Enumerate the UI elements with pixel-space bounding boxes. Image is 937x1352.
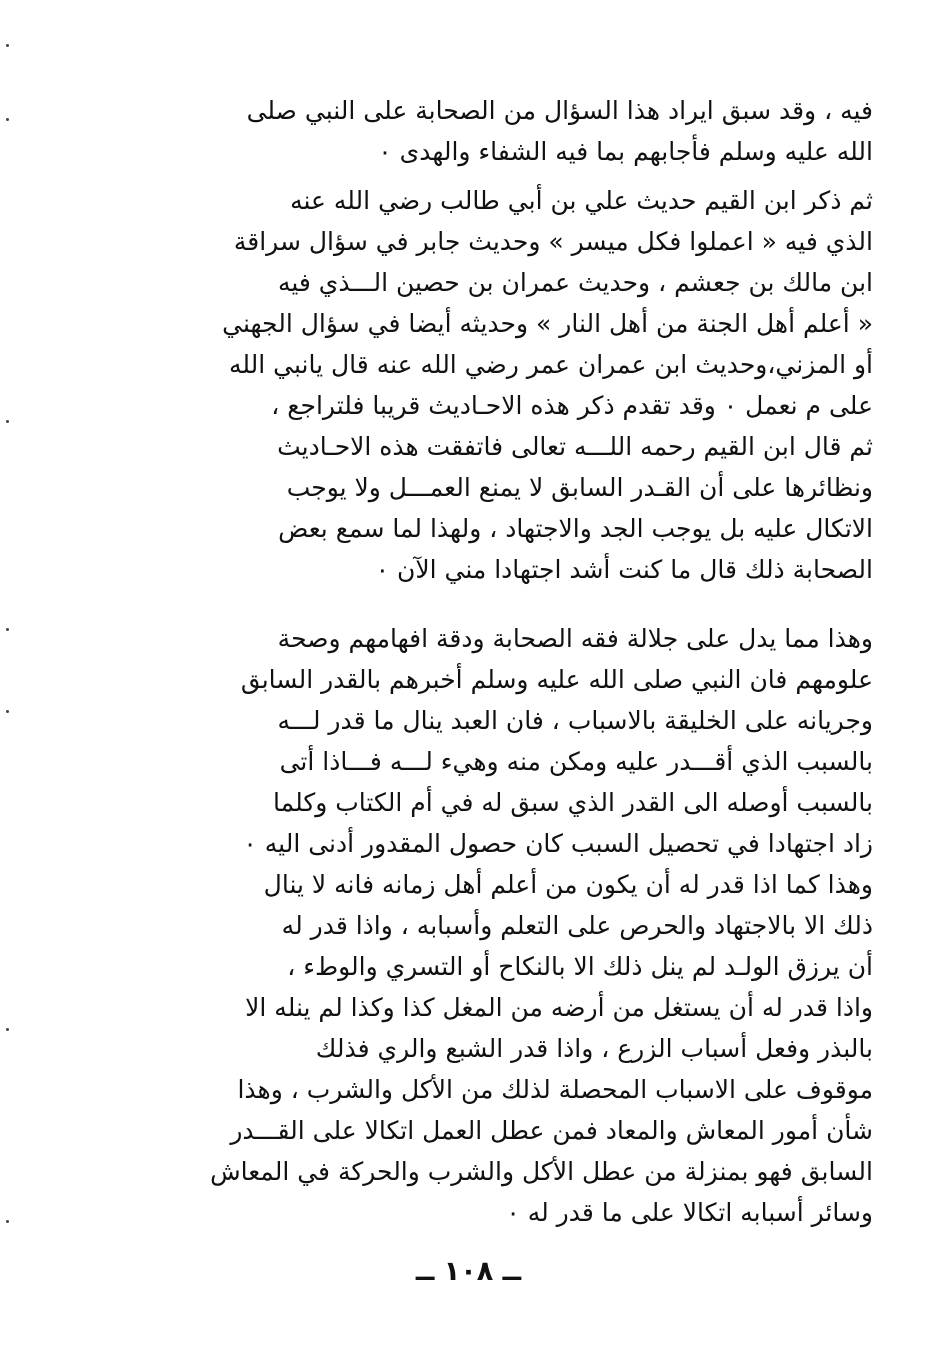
text-line: الله عليه وسلم فأجابهم بما فيه الشفاء والهدى ٠ <box>378 137 873 166</box>
margin-mark <box>6 710 9 713</box>
text-line: على م نعمل ٠ وقد تقدم ذكر هذه الاحـاديث قريبا فلتراجع ، <box>271 391 873 420</box>
text-line: وجريانه على الخليقة بالاسباب ، فان العبد ينال ما قدر لـــه <box>277 706 873 735</box>
text-line: الذي فيه « اعملوا فكل ميسر » وحديث جابر في سؤال سراقة <box>233 227 873 256</box>
paragraph-1 <box>118 90 873 172</box>
text-line: وهذا مما يدل على جلالة فقه الصحابة ودقة افهامهم وصحة <box>277 624 873 653</box>
text-line: موقوف على الاسباب المحصلة لذلك من الأكل والشرب ، وهذا <box>237 1075 873 1104</box>
text-line: الاتكال عليه بل يوجب الجد والاجتهاد ، ولهذا لما سمع بعض <box>278 514 873 543</box>
margin-mark <box>6 1028 9 1031</box>
paragraph-2 <box>118 180 873 590</box>
text-line: ثم قال ابن القيم رحمه اللـــه تعالى فاتفقت هذه الاحـاديث <box>277 432 873 461</box>
paragraph-3 <box>118 618 873 1233</box>
text-line: علومهم فان النبي صلى الله عليه وسلم أخبرهم بالقدر السابق <box>240 665 873 694</box>
text-line: فيه ، وقد سبق ايراد هذا السؤال من الصحابة على النبي صلى <box>246 96 873 125</box>
text-line: وهذا كما اذا قدر له أن يكون من أعلم أهل زمانه فانه لا ينال <box>263 870 873 899</box>
text-line: واذا قدر له أن يستغل من أرضه من المغل كذا وكذا لم ينله الا <box>245 993 873 1022</box>
text-line: بالبذر وفعل أسباب الزرع ، واذا قدر الشبع والري فذلك <box>315 1034 873 1063</box>
text-line: بالسبب الذي أقـــدر عليه ومكن منه وهيء لـــه فـــاذا أتى <box>279 747 873 776</box>
text-line: « أعلم أهل الجنة من أهل النار » وحديثه أيضا في سؤال الجهني <box>222 309 873 338</box>
text-line: الصحابة ذلك قال ما كنت أشد اجتهادا مني الآن ٠ <box>375 555 873 584</box>
text-line: ذلك الا بالاجتهاد والحرص على التعلم وأسبابه ، واذا قدر له <box>281 911 873 940</box>
margin-mark <box>6 1220 9 1223</box>
text-line: السابق فهو بمنزلة من عطل الأكل والشرب والحركة في المعاش <box>210 1157 873 1186</box>
text-line: ابن مالك بن جعشم ، وحديث عمران بن حصين الـــذي فيه <box>277 268 873 297</box>
margin-mark <box>6 44 9 47</box>
text-line: بالسبب أوصله الى القدر الذي سبق له في أم الكتاب وكلما <box>273 788 873 817</box>
text-line: شأن أمور المعاش والمعاد فمن عطل العمل اتكالا على القـــدر <box>230 1116 873 1145</box>
margin-mark <box>6 420 9 423</box>
text-line: وسائر أسبابه اتكالا على ما قدر له ٠ <box>506 1198 873 1227</box>
text-line: أو المزني،وحديث ابن عمران عمر رضي الله عنه قال يانبي الله <box>228 350 873 379</box>
text-line: ونظائرها على أن القـدر السابق لا يمنع العمـــل ولا يوجب <box>286 473 873 502</box>
page-number: ــ ١٠٨ ــ <box>415 1256 522 1287</box>
text-line: أن يرزق الولـد لم ينل ذلك الا بالنكاح أو التسري والوطء ، <box>287 952 873 981</box>
margin-mark <box>6 628 9 631</box>
text-line: زاد اجتهادا في تحصيل السبب كان حصول المقدور أدنى اليه ٠ <box>243 829 873 858</box>
margin-mark <box>6 118 9 121</box>
text-line: ثم ذكر ابن القيم حديث علي بن أبي طالب رضي الله عنه <box>290 186 873 215</box>
